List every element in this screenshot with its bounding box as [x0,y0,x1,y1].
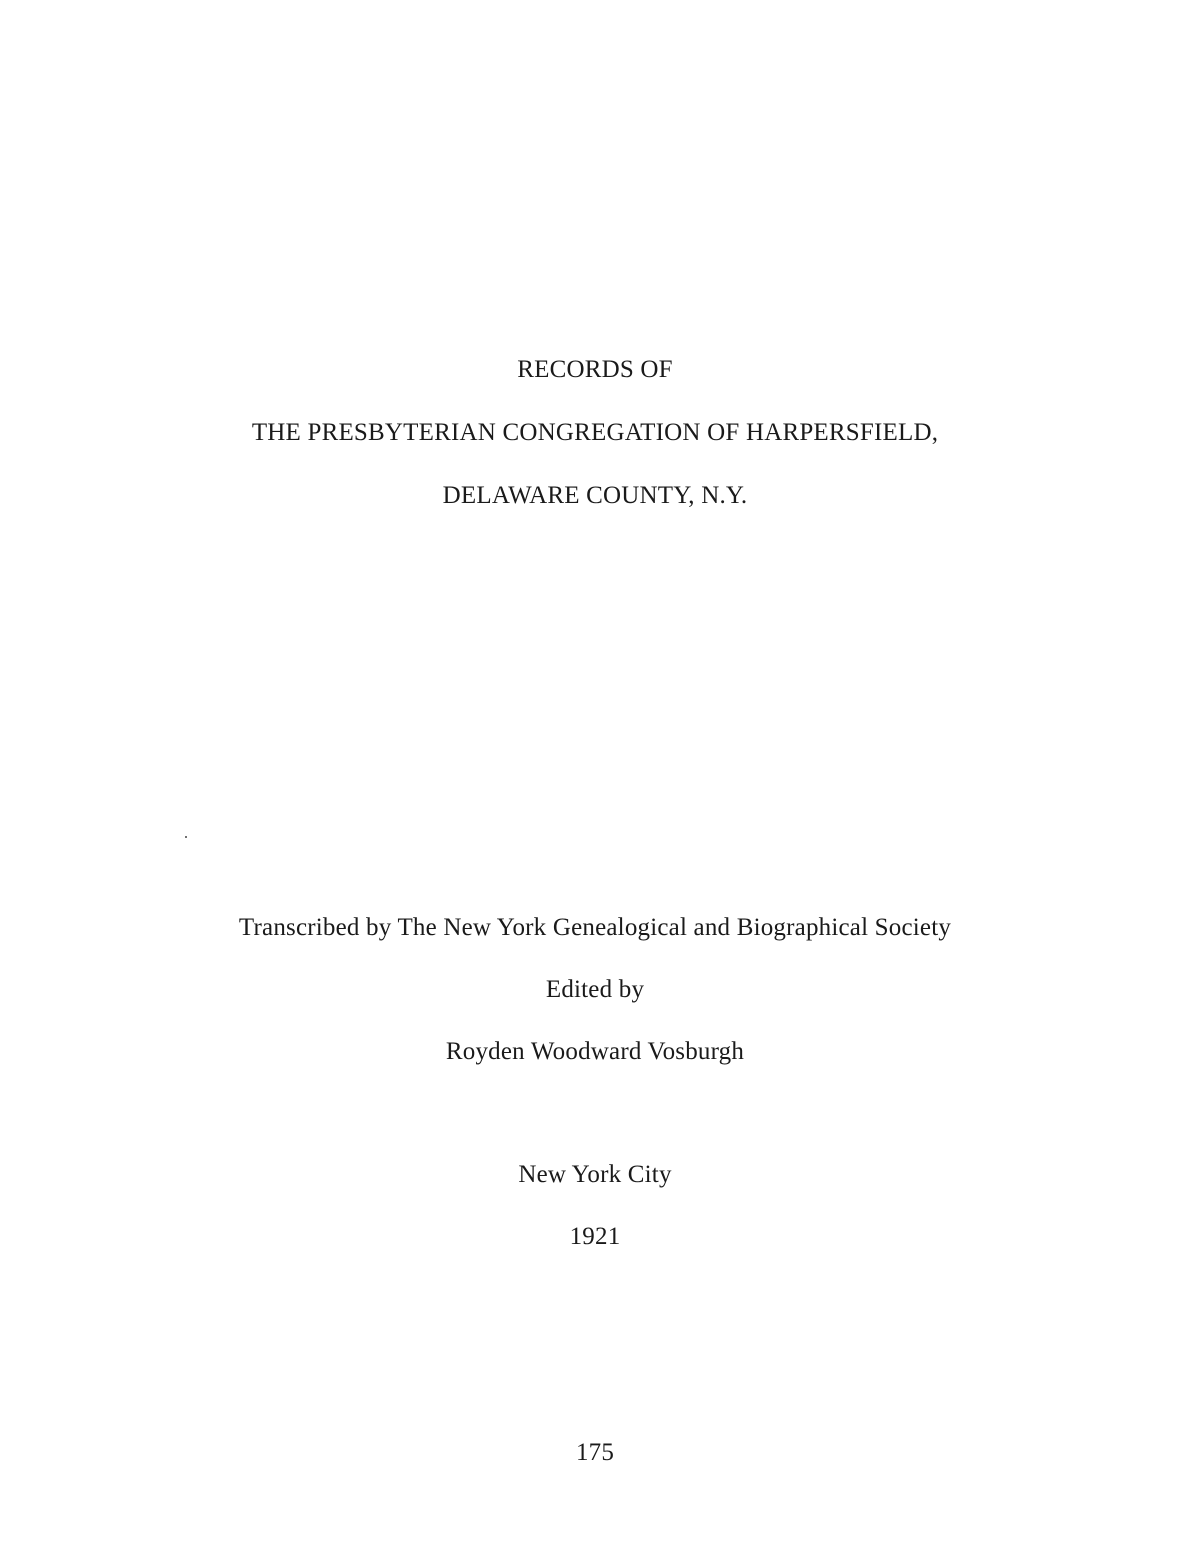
edited-by-label: Edited by [545,976,645,1003]
title-line-1: RECORDS OF [517,356,673,383]
publication-year: 1921 [569,1223,621,1250]
page-number: 175 [575,1439,615,1466]
transcribed-by-line: Transcribed by The New York Genealogical and Biographical Society [238,914,952,941]
title-line-2: THE PRESBYTERIAN CONGREGATION OF HARPERSFIELD, [251,419,939,446]
scan-speck [185,836,187,838]
publication-place: New York City [518,1161,672,1188]
title-line-3: DELAWARE COUNTY, N.Y. [442,482,748,509]
editor-name: Royden Woodward Vosburgh [445,1038,745,1065]
